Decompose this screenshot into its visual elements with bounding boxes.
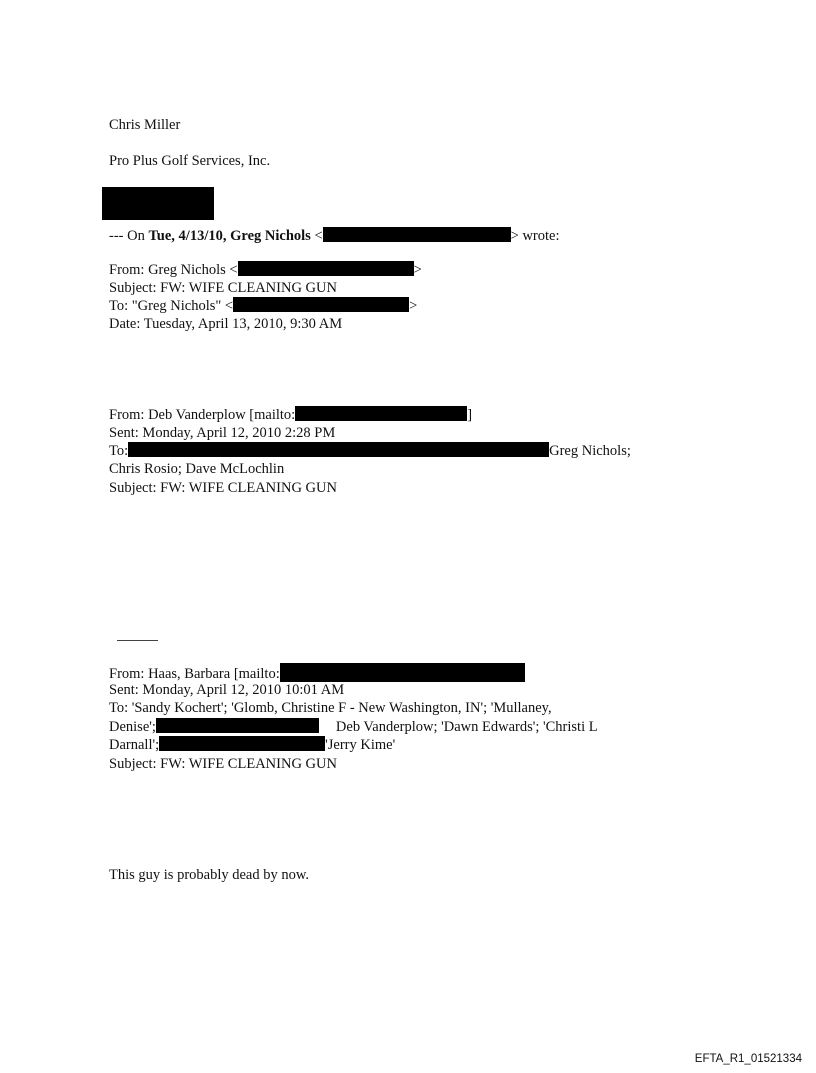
email1-from: [109, 261, 422, 279]
quote-header-gt: >: [510, 228, 519, 244]
signature-company: Pro Plus Golf Services, Inc.: [109, 153, 271, 169]
email2-from-label: From: Deb Vanderplow [mailto:: [109, 407, 296, 423]
quote-header-suffix: wrote:: [518, 228, 560, 244]
redaction-email: [238, 261, 414, 276]
email1-subject: Subject: FW: WIFE CLEANING GUN: [109, 280, 337, 296]
email3-from: [109, 663, 525, 683]
email3-sent: Sent: Monday, April 12, 2010 10:01 AM: [109, 682, 345, 698]
email1-to-gt: >: [409, 298, 418, 314]
email3-subject: Subject: FW: WIFE CLEANING GUN: [109, 756, 337, 772]
email3-to-line3-a: Darnall';: [109, 737, 160, 753]
email2-from: [109, 406, 472, 424]
signature-name: Chris Miller: [109, 117, 181, 133]
email1-to: [109, 297, 417, 315]
email3-to-line2-a: Denise';: [109, 719, 156, 735]
email1-from-gt: >: [413, 262, 422, 278]
message-body: This guy is probably dead by now.: [109, 867, 310, 883]
email2-to: [109, 442, 631, 460]
quote-header-date: Tue, 4/13/10, Greg Nichols: [148, 228, 311, 244]
email3-to-line2-b: Deb Vanderplow; 'Dawn Edwards'; 'Christi L: [335, 719, 598, 735]
email2-to-label: To:: [109, 443, 129, 459]
email3-to-line1: To: 'Sandy Kochert'; 'Glomb, Christine F - New Washington, IN'; 'Mullaney,: [109, 700, 552, 716]
quote-header-prefix: --- On: [109, 228, 149, 244]
quote-header: [109, 227, 559, 245]
email1-from-label: From: Greg Nichols <: [109, 262, 238, 278]
email3-to-line3-b: 'Jerry Kime': [325, 737, 396, 753]
redaction-recipients: [159, 736, 325, 751]
redaction-email: [280, 663, 525, 682]
redaction-block: [102, 187, 214, 220]
email1-to-label: To: "Greg Nichols" <: [109, 298, 234, 314]
redaction-recipients: [156, 718, 319, 733]
email2-to-tail: Greg Nichols;: [549, 443, 631, 459]
separator-rule: [117, 640, 158, 641]
email3-from-label: From: Haas, Barbara [mailto:: [109, 666, 280, 682]
email3-to-line2: [109, 718, 598, 736]
email2-subject: Subject: FW: WIFE CLEANING GUN: [109, 480, 337, 496]
document-id: EFTA_R1_01521334: [694, 1053, 802, 1065]
redaction-recipients: [128, 442, 549, 457]
quote-header-lt: <: [310, 228, 323, 244]
email3-to-line3: [109, 736, 395, 754]
email2-to-line2: Chris Rosio; Dave McLochlin: [109, 461, 285, 477]
redaction-email: [233, 297, 409, 312]
redaction-email: [323, 227, 511, 242]
email2-sent: Sent: Monday, April 12, 2010 2:28 PM: [109, 425, 336, 441]
redaction-email: [295, 406, 467, 421]
email1-date: Date: Tuesday, April 13, 2010, 9:30 AM: [109, 316, 343, 332]
email2-from-bracket: ]: [467, 407, 473, 423]
